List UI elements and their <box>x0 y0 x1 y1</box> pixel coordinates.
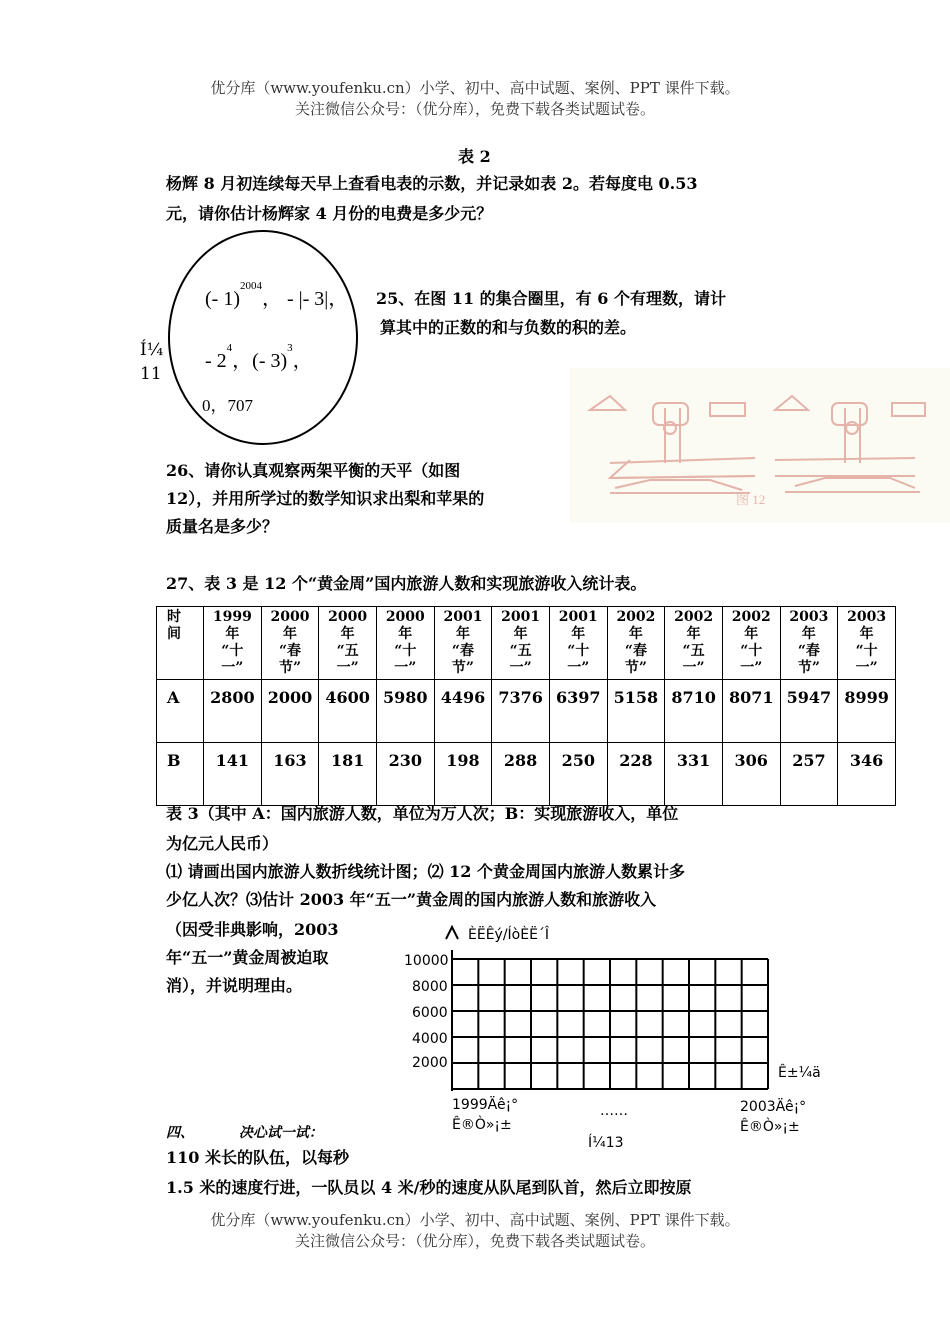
set-num-neg1-power: (- 1) <box>205 288 240 310</box>
set-num-abs: ， - |- 3|， <box>261 288 349 310</box>
set-exp-3: 3 <box>287 342 293 354</box>
chart13-x-end-2: Ê®Ò»¡± <box>740 1119 800 1135</box>
chart13-y-tick: 8000 <box>412 979 448 995</box>
chart13-x-mid: …… <box>600 1103 628 1119</box>
table-cell: 7376 <box>492 680 550 743</box>
set-comma: ， <box>292 350 313 372</box>
tourism-table <box>156 606 896 806</box>
table-head-label <box>157 607 204 680</box>
chart13-y-title: ÈËÊý/ÍòÈË´Î <box>468 927 550 943</box>
figure11-label-top: Í¼ <box>140 340 164 360</box>
col-head: 2003 年 “十 一” <box>838 607 896 680</box>
table-cell: 163 <box>261 743 319 806</box>
table-row-b <box>157 743 896 806</box>
chart13-x-start-1: 1999Äê¡° <box>452 1097 519 1113</box>
table-cell: 141 <box>204 743 262 806</box>
figure11-label <box>140 338 163 386</box>
row-label-a: A <box>157 680 204 743</box>
col-head: 2000 年 “五 一” <box>319 607 377 680</box>
table-cell: 250 <box>549 743 607 806</box>
table-cell: 331 <box>665 743 723 806</box>
table-cell: 288 <box>492 743 550 806</box>
table-cell: 6397 <box>549 680 607 743</box>
q25-line-2: 算其中的正数的和与负数的积的差。 <box>380 318 637 337</box>
table-header-row <box>157 607 896 680</box>
q24-line-1: 杨辉 8 月初连续每天早上查看电表的示数，并记录如表 2。若每度电 0.53 <box>166 174 698 193</box>
q27-sub-1: ⑴ 请画出国内旅游人数折线统计图；⑵ 12 个黄金周国内旅游人数累计多 <box>166 862 685 881</box>
chart13-caption: Í¼13 <box>588 1135 624 1151</box>
table-cell: 8999 <box>838 680 896 743</box>
table-cell: 257 <box>780 743 838 806</box>
set-row-3: 0，707 <box>202 396 253 415</box>
table2-caption: 表 2 <box>458 147 491 166</box>
header-line-1: 优分库（www.youfenku.cn）小学、初中、高中试题、案例、PPT 课件下载。 <box>210 79 740 97</box>
set-row-2 <box>205 344 313 373</box>
chart13-y-tick: 4000 <box>412 1031 448 1047</box>
set-num-neg2-power: - 2 <box>205 350 227 372</box>
footer-line-2: 关注微信公众号：（优分库），免费下载各类试题试卷。 <box>294 1232 655 1250</box>
q26-line-3: 质量名是多少？ <box>166 517 279 536</box>
chart13-x-end-1: 2003Äê¡° <box>740 1099 807 1115</box>
col-head: 2001 年 “十 一” <box>549 607 607 680</box>
table3-note-1: 表 3（其中 A：国内旅游人数，单位为万人次；B：实现旅游收入，单位 <box>166 804 679 823</box>
table-cell: 198 <box>434 743 492 806</box>
q28-line-1: 110 米长的队伍，以每秒 <box>166 1148 349 1167</box>
col-head: 2003 年 “春 节” <box>780 607 838 680</box>
col-head: 2000 年 “春 节” <box>261 607 319 680</box>
col-head: 2002 年 “十 一” <box>722 607 780 680</box>
table-cell: 8710 <box>665 680 723 743</box>
head-label-2: 间 <box>167 626 181 642</box>
header-line-2: 关注微信公众号：（优分库），免费下载各类试题试卷。 <box>294 100 655 118</box>
col-head: 2001 年 “春 节” <box>434 607 492 680</box>
chart13-x-title: Ê±¼ä <box>778 1065 821 1081</box>
q27-sub-2: 少亿人次？⑶估计 2003 年“五一”黄金周的国内旅游人数和旅游收入 <box>166 890 657 909</box>
chart13-x-start-2: Ê®Ò»¡± <box>452 1117 512 1133</box>
figure11-label-num: 11 <box>140 364 162 384</box>
table-cell: 181 <box>319 743 377 806</box>
table-row-a <box>157 680 896 743</box>
q27-sub-3: （因受非典影响，2003 <box>166 920 339 939</box>
q27-sub-4: 年“五一”黄金周被迫取 <box>166 948 329 967</box>
q26-line-1: 26、请你认真观察两架平衡的天平（如图 <box>166 461 461 480</box>
col-head: 1999 年 “十 一” <box>204 607 262 680</box>
col-head: 2002 年 “春 节” <box>607 607 665 680</box>
table-cell: 8071 <box>722 680 780 743</box>
section4-title: 决心试一试： <box>238 1125 323 1141</box>
table-cell: 306 <box>722 743 780 806</box>
chart13-grid <box>390 915 840 1155</box>
q28-line-2: 1.5 米的速度行进，一队员以 4 米/秒的速度从队尾到队首，然后立即按原 <box>166 1178 692 1197</box>
chart13-y-tick: 6000 <box>412 1005 448 1021</box>
chart13-y-tick: 10000 <box>404 953 449 969</box>
section4-heading <box>166 1122 323 1142</box>
set-exp-4: 4 <box>226 342 233 354</box>
q27-sub-5: 消），并说明理由。 <box>166 976 303 995</box>
chart13-y-tick: 2000 <box>412 1055 448 1071</box>
section4-number: 四、 <box>166 1125 194 1141</box>
table-cell: 4496 <box>434 680 492 743</box>
table-cell: 346 <box>838 743 896 806</box>
set-row-1 <box>205 282 348 311</box>
chart13-y-arrow-icon <box>446 927 458 939</box>
q26-line-2: 12），并用所学过的数学知识求出梨和苹果的 <box>166 489 485 508</box>
table-cell: 5980 <box>376 680 434 743</box>
col-head: 2002 年 “五 一” <box>665 607 723 680</box>
table-cell: 2000 <box>261 680 319 743</box>
col-head: 2001 年 “五 一” <box>492 607 550 680</box>
table-cell: 230 <box>376 743 434 806</box>
q25-line-1: 25、在图 11 的集合圈里，有 6 个有理数，请计 <box>376 289 726 308</box>
table-cell: 228 <box>607 743 665 806</box>
set-circle <box>168 230 358 445</box>
table3-note-2: 为亿元人民币） <box>166 834 279 853</box>
table-cell: 2800 <box>204 680 262 743</box>
q27-intro: 27、表 3 是 12 个“黄金周”国内旅游人数和实现旅游收入统计表。 <box>166 574 647 593</box>
head-label-1: 时 <box>167 609 181 625</box>
table-cell: 5947 <box>780 680 838 743</box>
set-exp-2004: 2004 <box>239 280 262 292</box>
row-label-b: B <box>157 743 204 806</box>
footer-line-1: 优分库（www.youfenku.cn）小学、初中、高中试题、案例、PPT 课件下载。 <box>210 1211 740 1229</box>
table-cell: 5158 <box>607 680 665 743</box>
figure12-image <box>570 368 950 523</box>
table-cell: 4600 <box>319 680 377 743</box>
q24-line-2: 元，请你估计杨辉家 4 月份的电费是多少元？ <box>166 204 493 223</box>
figure12-caption: 图 12 <box>736 492 766 507</box>
balance-scales-drawing <box>570 368 950 523</box>
col-head: 2000 年 “十 一” <box>376 607 434 680</box>
set-num-neg3-paren: ，(- 3) <box>232 350 288 372</box>
